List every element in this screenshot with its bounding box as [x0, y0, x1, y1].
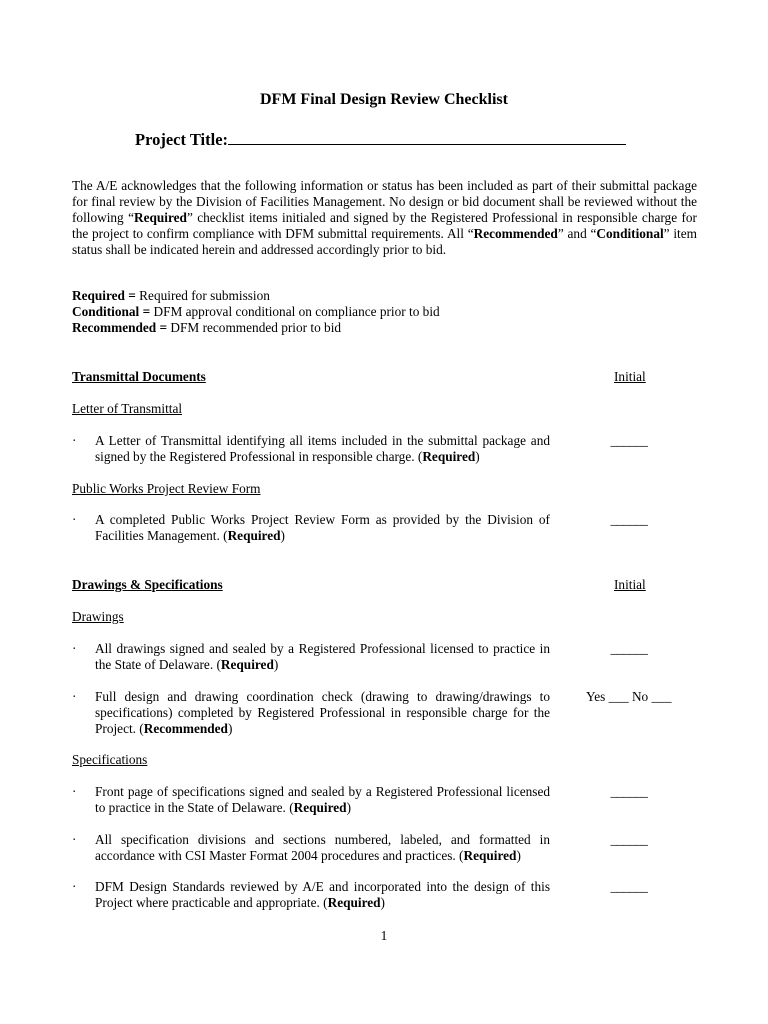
- checklist-item-design-standards: DFM Design Standards reviewed by A/E and incorporated into the design of this Project where practicable and appropriate. (Required): [95, 879, 550, 910]
- bullet: ·: [72, 433, 77, 448]
- page-title: DFM Final Design Review Checklist: [260, 91, 508, 108]
- initial-blank[interactable]: ______: [610, 784, 648, 799]
- legend-recommended: Recommended = DFM recommended prior to bid: [72, 320, 342, 335]
- intro-text-1: The A/E acknowledges that the following information or status has been included as part of their submittal package for final review by the Division of Facilities Management. No design or bid document shall be reviewed without the following “: [72, 178, 697, 225]
- section-heading-transmittal: Transmittal Documents: [72, 369, 206, 384]
- bullet: ·: [72, 784, 77, 799]
- legend-conditional: Conditional = DFM approval conditional on compliance prior to bid: [72, 304, 440, 319]
- checklist-item-drawings-sealed: All drawings signed and sealed by a Registered Professional licensed to practice in the State of Delaware. (Required): [95, 641, 550, 672]
- project-title-label: Project Title:: [135, 130, 229, 149]
- yes-no-field[interactable]: Yes ___ No ___: [586, 689, 672, 704]
- initial-blank[interactable]: ______: [610, 512, 648, 527]
- initial-column-header: Initial: [614, 577, 646, 592]
- checklist-item-review-form: A completed Public Works Project Review Form as provided by the Division of Facilities Management. (Required): [95, 512, 550, 543]
- project-title-field[interactable]: [228, 128, 626, 145]
- intro-text-4: ” item status shall be indicated herein and addressed accordingly prior to bid.: [72, 226, 697, 257]
- bullet: ·: [72, 512, 77, 527]
- page-number: 1: [380, 928, 388, 943]
- checklist-item-coordination-check: Full design and drawing coordination check (drawing to drawing/drawings to specifications) completed by Registered Professional in responsible charge for the Project. (Recommended): [95, 689, 550, 736]
- checklist-item-csi-format: All specification divisions and sections numbered, labeled, and formatted in accordance with CSI Master Format 2004 procedures and practices. (Required): [95, 832, 550, 863]
- intro-bold-recommended: Recommended: [473, 226, 558, 241]
- initial-blank[interactable]: ______: [610, 641, 648, 656]
- initial-column-header: Initial: [614, 369, 646, 384]
- checklist-item-letter: A Letter of Transmittal identifying all items included in the submittal package and signed by the Registered Professional in responsible charge. (Required): [95, 433, 550, 464]
- bullet: ·: [72, 879, 77, 894]
- initial-blank[interactable]: ______: [610, 433, 648, 448]
- bullet: ·: [72, 641, 77, 656]
- legend: [72, 288, 697, 336]
- initial-blank[interactable]: ______: [610, 879, 648, 894]
- project-title-row: [135, 128, 626, 148]
- intro-text-2: ” checklist items initialed and signed by the Registered Professional in responsible charge for the project to confirm compliance with DFM submittal requirements. All “: [72, 210, 697, 241]
- intro-bold-conditional: Conditional: [596, 226, 664, 241]
- intro-bold-required: Required: [133, 210, 187, 225]
- checklist-item-specs-sealed: Front page of specifications signed and sealed by a Registered Professional licensed to practice in the State of Delaware. (Required): [95, 784, 550, 815]
- subheading-drawings: Drawings: [72, 609, 124, 624]
- section-heading-drawings-specs: Drawings & Specifications: [72, 577, 223, 592]
- legend-required: Required = Required for submission: [72, 288, 270, 303]
- bullet: ·: [72, 689, 77, 704]
- subheading-specifications: Specifications: [72, 752, 148, 767]
- initial-blank[interactable]: ______: [610, 832, 648, 847]
- subheading-review-form: Public Works Project Review Form: [72, 481, 261, 496]
- intro-text-3: ” and “: [557, 226, 597, 241]
- subheading-letter-of-transmittal: Letter of Transmittal: [72, 401, 183, 416]
- intro-paragraph: [72, 178, 697, 258]
- bullet: ·: [72, 832, 77, 847]
